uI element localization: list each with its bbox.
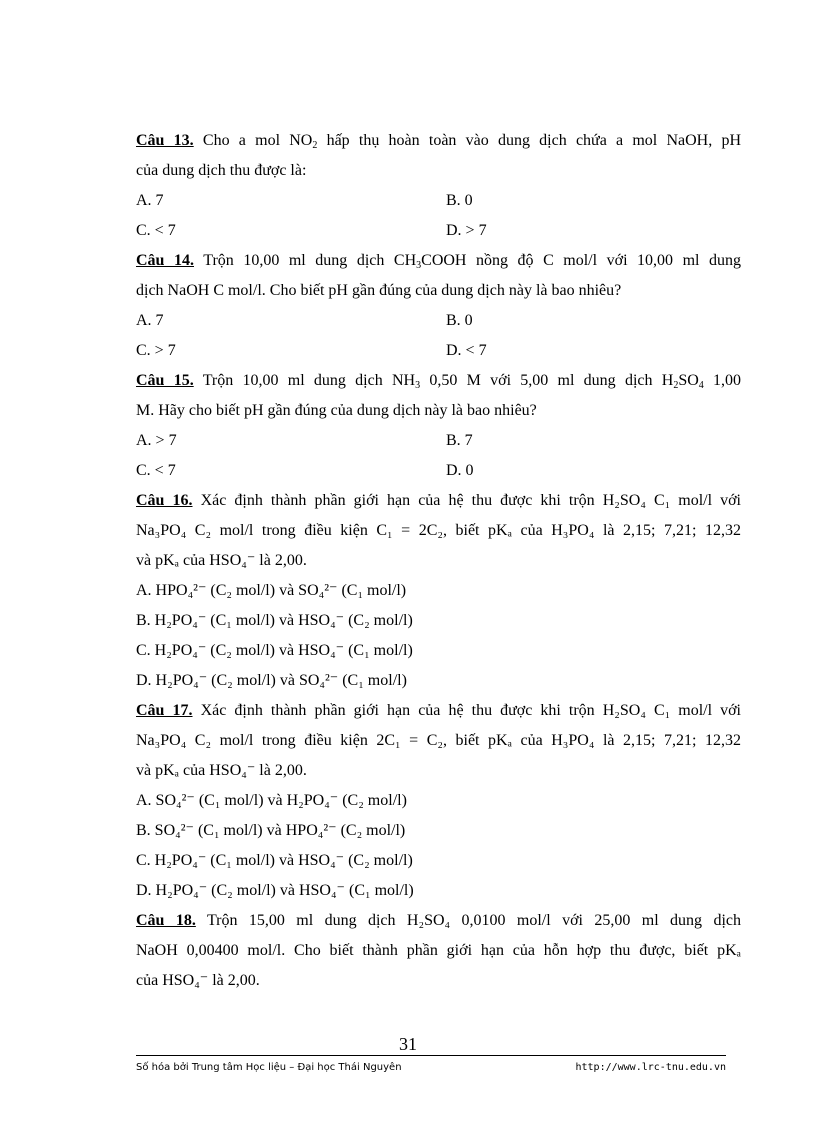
q13-line1: Câu 13. Cho a mol $NO_2$ hấp thụ hoàn toàn vào dung dịch chứa a mol NaOH, pH — [136, 132, 742, 151]
q18-line1: Câu 18. Trộn 15,00 ml dung dịch H₂SO₄ 0,0100 mol/l với 25,00 ml dung dịch — [136, 912, 742, 929]
option-d: D. > 7 — [446, 222, 487, 239]
option-c: C. > 7 — [136, 342, 176, 359]
q15-options-cd — [136, 456, 741, 486]
option-a: A. 7 — [136, 312, 164, 329]
q16-line2: Na₃PO₄ C₂ mol/l trong điều kiện C₁ = 2C₂, biết pKₐ của H₃PO₄ là 2,15; 7,21; 12,32 — [136, 522, 741, 539]
q15-line1: Câu 15. Trộn 10,00 ml dung dịch $NH_3$ 0,50 M với 5,00 ml dung dịch $H_2SO_4$ 1,00 — [136, 372, 742, 391]
q15-options-ab — [136, 426, 741, 456]
option-c: C. H₂PO₄⁻ (C₁ mol/l) và HSO₄⁻ (C₂ mol/l) — [136, 852, 413, 869]
q17-line3: và pKₐ của HSO₄⁻ là 2,00. — [136, 762, 307, 779]
option-c: C. H₂PO₄⁻ (C₂ mol/l) và HSO₄⁻ (C₁ mol/l) — [136, 642, 413, 659]
q14-options-cd — [136, 336, 741, 366]
option-a: A. HPO₄²⁻ (C₂ mol/l) và SO₄²⁻ (C₁ mol/l) — [136, 582, 407, 599]
option-d: D. H₂PO₄⁻ (C₂ mol/l) và HSO₄⁻ (C₁ mol/l) — [136, 882, 414, 899]
footer-source: Số hóa bởi Trung tâm Học liệu – Đại học Thái Nguyên — [136, 1062, 402, 1073]
option-b: B. 0 — [446, 312, 473, 329]
option-a: A. 7 — [136, 192, 164, 209]
footer-url[interactable]: http://www.lrc-tnu.edu.vn — [575, 1062, 726, 1073]
question-title: Câu 18. — [136, 912, 196, 929]
question-title: Câu 13. — [136, 132, 194, 149]
q16-line3: và pKₐ của HSO₄⁻ là 2,00. — [136, 552, 307, 569]
option-c: C. < 7 — [136, 222, 176, 239]
question-title: Câu 15. — [136, 372, 194, 389]
q17-line2: Na₃PO₄ C₂ mol/l trong điều kiện 2C₁ = C₂, biết pKₐ của H₃PO₄ là 2,15; 7,21; 12,32 — [136, 732, 741, 749]
option-a: A. > 7 — [136, 432, 177, 449]
q15-line2: M. Hãy cho biết pH gần đúng của dung dịch này là bao nhiêu? — [136, 402, 537, 419]
q13-line2: của dung dịch thu được là: — [136, 162, 307, 179]
option-a: A. SO₄²⁻ (C₁ mol/l) và H₂PO₄⁻ (C₂ mol/l) — [136, 792, 407, 809]
option-b: B. 0 — [446, 192, 473, 209]
page-body — [136, 126, 741, 996]
q13-options-ab — [136, 186, 741, 216]
q17-line1: Câu 17. Xác định thành phần giới hạn của hệ thu được khi trộn H₂SO₄ C₁ mol/l với — [136, 702, 742, 719]
option-c: C. < 7 — [136, 462, 176, 479]
option-b: B. H₂PO₄⁻ (C₁ mol/l) và HSO₄⁻ (C₂ mol/l) — [136, 612, 413, 629]
question-title: Câu 17. — [136, 702, 193, 719]
q14-line2: dịch NaOH C mol/l. Cho biết pH gần đúng của dung dịch này là bao nhiêu? — [136, 282, 622, 299]
question-title: Câu 16. — [136, 492, 193, 509]
option-d: D. H₂PO₄⁻ (C₂ mol/l) và SO₄²⁻ (C₁ mol/l) — [136, 672, 407, 689]
q14-line1: Câu 14. Trộn 10,00 ml dung dịch $CH_3COOH$ nồng độ C mol/l với 10,00 ml dung — [136, 252, 742, 271]
q18-line2: NaOH 0,00400 mol/l. Cho biết thành phần giới hạn của hỗn hợp thu được, biết pKₐ — [136, 942, 741, 959]
page-number: 31 — [399, 1034, 417, 1054]
q18-line3: của HSO₄⁻ là 2,00. — [136, 972, 260, 989]
q14-options-ab — [136, 306, 741, 336]
q13-options-cd — [136, 216, 741, 246]
option-d: D. 0 — [446, 462, 474, 479]
footer-divider — [136, 1055, 726, 1056]
question-title: Câu 14. — [136, 252, 194, 269]
option-b: B. 7 — [446, 432, 473, 449]
option-d: D. < 7 — [446, 342, 487, 359]
option-b: B. SO₄²⁻ (C₁ mol/l) và HPO₄²⁻ (C₂ mol/l) — [136, 822, 406, 839]
q16-line1: Câu 16. Xác định thành phần giới hạn của hệ thu được khi trộn H₂SO₄ C₁ mol/l với — [136, 492, 742, 509]
